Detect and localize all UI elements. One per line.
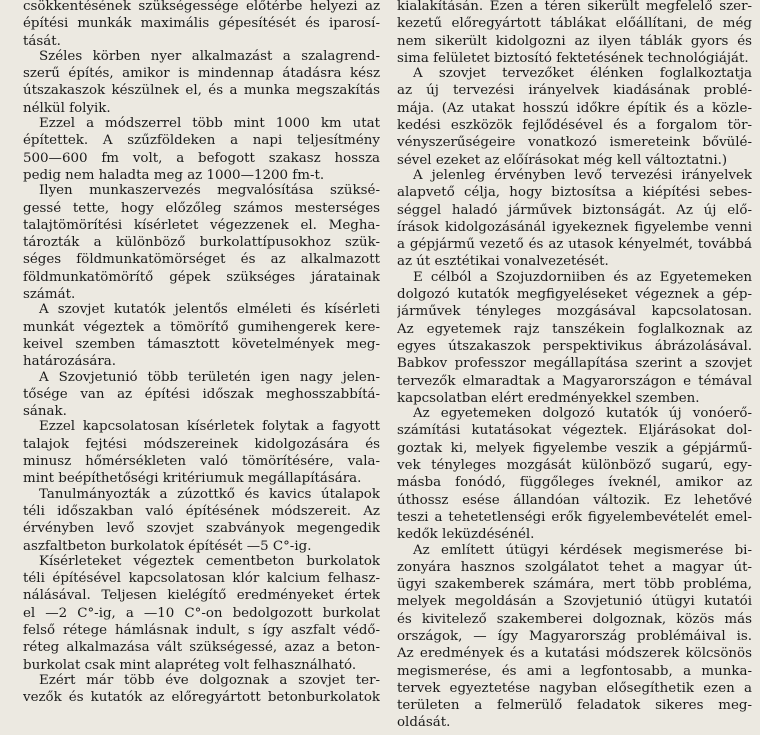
text-line: kapcsolatban elért eredményekkel szemben.: [397, 390, 700, 406]
text-line: mint beépíthetőségi kritériumuk megállapítására.: [23, 471, 362, 487]
text-line: tősége van az építési időszak meghosszabbítá-: [23, 386, 380, 402]
text-line: építettek. A szűzföldeken a napi teljesítmény: [23, 133, 380, 149]
text-line: tervek egyeztetése nagyban elősegíthetik ezen a: [397, 680, 752, 696]
text-line: 500—600 fm volt, a befogott szakasz hossza: [23, 150, 380, 166]
text-line: számát.: [23, 287, 76, 303]
paragraph: [397, 271, 752, 407]
text-line: séggel haladó járművek biztonságát. Az új elő-: [397, 202, 752, 218]
text-line: az út esztétikai vonalvezetését.: [397, 254, 609, 270]
text-line: réteg alkalmazása vált szükségessé, azaz a beton-: [23, 640, 380, 656]
text-line: munkát végeztek a tömörítő gumihengerek kere-: [23, 319, 380, 335]
text-line: séges földmunkatömörséget és az alkalmazott: [23, 252, 380, 268]
text-line: nálásával. Teljesen kielégítő eredményeket értek: [23, 588, 380, 604]
text-line: burkolat csak mint alapréteg volt felhasználható.: [23, 657, 357, 673]
text-line: Az egyetemeken dolgozó kutatók új vonóerő-: [413, 406, 752, 422]
paragraph: [23, 674, 380, 707]
text-line: Ezzel a módszerrel több mint 1000 km utat: [39, 116, 380, 132]
text-line: vek tényleges mozgását különböző sugarú, egy-: [397, 458, 752, 474]
text-line: gessé tette, hogy előzőleg számos mesterséges: [23, 200, 380, 216]
text-line: E célból a Szojuzdorniiben és az Egyetemeken: [413, 269, 752, 285]
text-line: tását.: [23, 33, 61, 49]
text-line: alapvető célja, hogy biztosítsa a kiépítési sebes-: [397, 185, 752, 201]
text-line: Tanulmányozták a zúzottkő és kavics útalapok: [39, 486, 380, 502]
text-line: kezetű előregyártott táblákat előállítani, de még: [397, 16, 752, 32]
text-line: el —2 C°-ig, a —10 C°-on bedolgozott burkolat: [23, 605, 380, 621]
text-line: érvényben levő szovjet szabványok megengedik: [23, 521, 380, 537]
text-line: Az egyetemek rajz tanszékein foglalkoznak az: [397, 321, 752, 337]
text-line: talajok fejtési módszereinek kidolgozására és: [23, 436, 380, 452]
text-line: sével ezeket az előírásokat még kell változtatni.): [397, 152, 728, 168]
text-line: szerű építés, amikor is mindennap átadásra kész: [23, 66, 380, 82]
paragraph: [23, 50, 380, 117]
text-line: kedők leküzdésénél.: [397, 527, 535, 543]
text-line: mája. (Az utakat hosszú időkre építik és a közle-: [397, 100, 752, 116]
text-line: nem sikerült kidolgozni az ilyen táblák gyors és: [397, 33, 752, 49]
text-line: egyes útszakaszok perspektivikus ábrázolásával.: [397, 338, 752, 354]
text-line: útszakaszok készülnek el, és a munka megszakítás: [23, 83, 380, 99]
text-line: Ezért már több éve dolgoznak a szovjet ter-: [39, 672, 380, 688]
text-line: Az említett útügyi kérdések megismerése bi-: [413, 542, 752, 558]
text-line: területen a felmerülő feladatok sikeres meg-: [397, 698, 752, 714]
paragraph: [23, 117, 380, 184]
two-column-layout: [23, 0, 752, 735]
text-line: járművek tényleges mozgásával kapcsolatosan.: [397, 304, 752, 320]
text-line: megismerése, és ami a legfontosabb, a munka-: [397, 663, 752, 679]
text-line: vezők és kutatók az előregyártott betonburkolatok: [23, 690, 380, 706]
text-line: határozására.: [23, 354, 116, 370]
paragraph: [397, 169, 752, 271]
text-line: A szovjet kutatók jelentős elméleti és kísérleti: [39, 302, 380, 318]
text-line: a gépjármű vezető és az utasok kényelmét, továbbá: [397, 237, 752, 253]
text-line: Ilyen munkaszervezés megvalósítása szüksé-: [39, 183, 380, 199]
text-line: Az eredmények és a kutatási módszerek kölcsönös: [397, 646, 752, 662]
text-line: keivel szemben támasztott követelmények meg-: [23, 336, 380, 352]
paragraph: [397, 407, 752, 543]
text-line: földmunkatömörítő gépek szükséges járatainak: [23, 269, 380, 285]
text-line: vényszerűségeire vonatkozó ismereteink bővülé-: [397, 135, 752, 151]
paragraph: [23, 420, 380, 487]
text-line: számítási kutatásokat végeztek. Eljárásokat dol-: [397, 423, 752, 439]
text-line: másba fonódó, függőleges íveknél, amikor az: [397, 475, 752, 491]
text-line: A szovjet tervezőket élénken foglalkoztatja: [413, 66, 752, 82]
text-line: oldását.: [397, 715, 451, 731]
text-line: aszfaltbeton burkolatok építését —5 C°-ig.: [23, 538, 312, 554]
paragraph: [397, 544, 752, 732]
text-line: úthossz esése állandóan változik. Ez lehetővé: [397, 492, 752, 508]
paragraph: [23, 371, 380, 421]
text-line: tervezők elmaradtak a Magyarországon e témával: [397, 373, 752, 389]
paragraph: [397, 67, 752, 169]
text-line: téli építésével kapcsolatosan klór kalcium felhasz-: [23, 571, 380, 587]
text-line: téli időszakban való építésének módszereit. Az: [23, 503, 380, 519]
text-line: és kivitelező szakemberei dolgoznak, közös más: [397, 611, 752, 627]
left-column: [23, 0, 380, 735]
text-line: kedési eszközök fejlődésével és a forgalom tör-: [397, 118, 752, 134]
text-line: A Szovjetunió több területén igen nagy jelen-: [39, 369, 380, 385]
text-line: pedig nem haladta meg az 1000—1200 fm-t.: [23, 167, 325, 183]
text-line: Széles körben nyer alkalmazást a szalagrend-: [39, 48, 380, 64]
text-line: nélkül folyik.: [23, 100, 111, 116]
text-line: építési munkák maximális gépesítését és iparosí-: [23, 16, 380, 32]
text-line: Ezzel kapcsolatosan kísérletek folytak a fagyott: [39, 419, 380, 435]
text-line: sima felületet biztosító fektetésének technológiáját.: [397, 50, 749, 66]
text-line: A jelenleg érvényben levő tervezési irányelvek: [413, 167, 752, 183]
text-line: goztak ki, melyek figyelembe veszik a gépjármű-: [397, 440, 752, 456]
text-line: az új tervezési irányelvek kiadásának problé-: [397, 83, 752, 99]
paragraph: [23, 184, 380, 303]
text-line: kialakításán. Ezen a téren sikerült megfelelő szer-: [397, 0, 752, 14]
text-line: országok, — így Magyarország problémáival is.: [397, 628, 752, 644]
text-line: csökkentésének szükségessége előtérbe helyezi az: [23, 0, 380, 14]
text-line: tározták a különböző burkolattípusokhoz szük-: [23, 235, 380, 251]
text-line: melyek megoldásán a Szovjetunió útügyi kutatói: [397, 594, 752, 610]
text-line: Babkov professzor megállapítása szerint a szovjet: [397, 356, 752, 372]
paragraph: [23, 488, 380, 555]
text-line: sának.: [23, 404, 67, 420]
paragraph: [397, 0, 752, 67]
text-line: minusz hőmérsékleten való tömörítésére, vala-: [23, 454, 380, 470]
paragraph: [23, 555, 380, 674]
text-line: talajtömörítési kísérletet végezzenek el. Megha-: [23, 217, 380, 233]
paragraph: [23, 303, 380, 370]
text-line: ügyi szakemberek számára, mert több probléma,: [397, 577, 752, 593]
text-line: felső rétege hámlásnak indult, s így aszfalt védő-: [23, 622, 380, 638]
text-line: dolgozó kutatók megfigyeléseket végeznek a gép-: [397, 287, 752, 303]
paragraph: [23, 0, 380, 50]
text-line: zonyára hasznos szolgálatot tehet a magyar út-: [397, 559, 752, 575]
text-line: Kísérleteket végeztek cementbeton burkolatok: [39, 553, 380, 569]
right-column: [397, 0, 752, 735]
text-line: teszi a tehetetlenségi erők figyelembevételét emel-: [397, 509, 752, 525]
text-line: írások kidolgozásánál igyekeznek figyelembe venni: [397, 219, 752, 235]
